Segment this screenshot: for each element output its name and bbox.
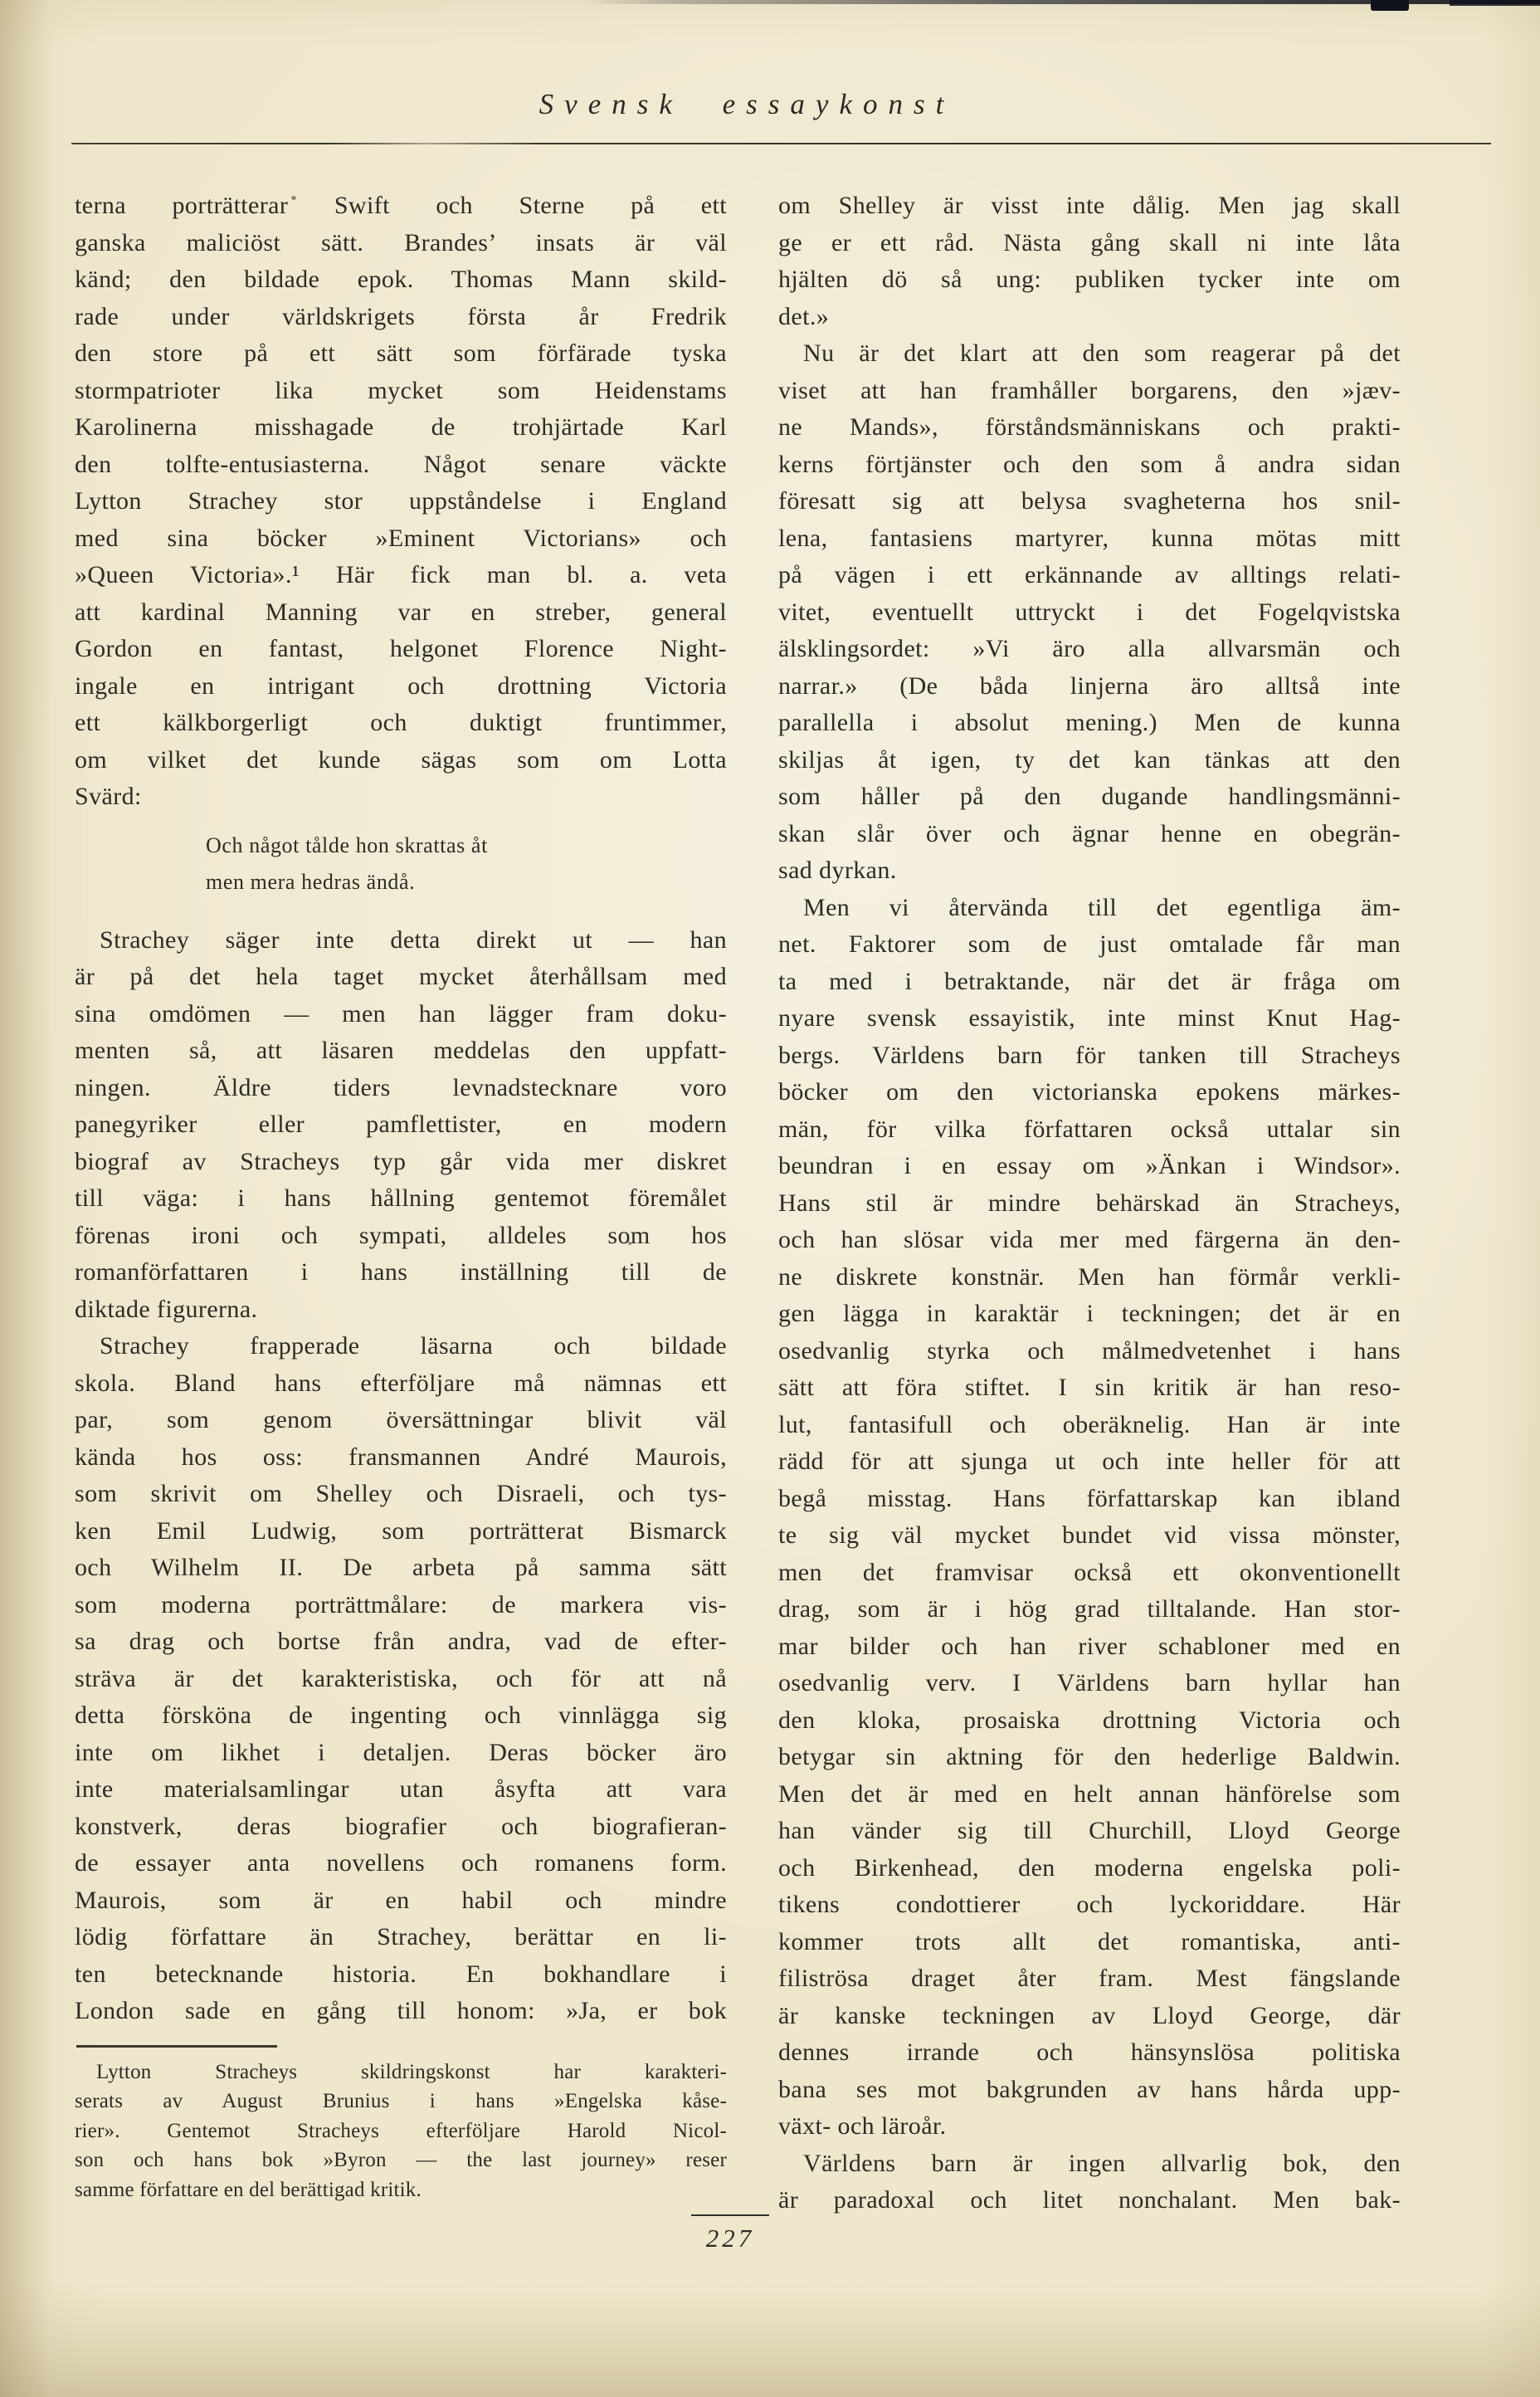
text-line: osedvanlig verv. I Världens barn hyllar han xyxy=(778,1669,1401,1696)
text-line: män, för vilka författaren också uttalar sin xyxy=(778,1115,1401,1143)
paragraph xyxy=(75,188,727,816)
text-line: den store på ett sätt som förfärade tyska xyxy=(75,339,727,367)
paragraph xyxy=(778,2146,1401,2219)
footnote-rule xyxy=(76,2045,277,2048)
text-line: bana ses mot bakgrunden av hans hårda upp- xyxy=(778,2075,1401,2103)
text-line: Karolinerna misshagade de trohjärtade Karl xyxy=(75,413,727,441)
text-line: narrar.» (De båda linjerna äro alltså inte xyxy=(778,671,1401,700)
text-line: kända hos oss: fransmannen André Maurois, xyxy=(75,1443,727,1471)
text-line: viset att han framhåller borgarens, den »jæv- xyxy=(778,376,1401,404)
text-line: ne Mands», förståndsmänniskans och prakti- xyxy=(778,413,1401,441)
text-line: menten så, att läsaren meddelas den uppfatt- xyxy=(75,1037,727,1064)
text-line: Strachey frapperade läsarna och bildade xyxy=(100,1332,727,1360)
text-line: rier». Gentemot Stracheys efterföljare Harold Nicol- xyxy=(75,2119,727,2142)
text-line: är kanske teckningen av Lloyd George, där xyxy=(778,2001,1401,2029)
text-line: nyare svensk essayistik, inte minst Knut Hag- xyxy=(778,1004,1401,1032)
text-line: sina omdömen — men han lägger fram doku- xyxy=(75,999,727,1028)
text-line: Strachey säger inte detta direkt ut — han xyxy=(100,925,727,954)
text-line: böcker om den victorianska epokens märkes- xyxy=(778,1078,1401,1106)
text-line: rade under världskrigets första år Fredrik xyxy=(75,302,727,330)
text-line: Hans stil är mindre behärskad än Stracheys, xyxy=(778,1189,1401,1217)
paragraph xyxy=(778,890,1401,2146)
text-line: känd; den bildade epok. Thomas Mann skild- xyxy=(75,266,727,293)
verse-line: Och något tålde hon skrattas åt xyxy=(206,832,488,857)
text-line: serats av August Brunius i hans »Engelska kåse- xyxy=(75,2090,727,2112)
text-line: samme författare en del berättigad kritik. xyxy=(75,2178,422,2201)
text-line: terna porträtterar Swift och Sterne på ett xyxy=(75,192,727,219)
text-line: med sina böcker »Eminent Victorians» och xyxy=(75,524,727,552)
text-line: är på det hela taget mycket återhållsam med xyxy=(75,963,727,990)
text-line: panegyriker eller pamflettister, en modern xyxy=(75,1111,727,1138)
text-line: ken Emil Ludwig, som porträtterat Bismarck xyxy=(75,1516,727,1545)
text-line: osedvanlig styrka och målmedvetenhet i hans xyxy=(778,1336,1401,1364)
text-line: förenas ironi och sympati, alldeles som hos xyxy=(75,1221,727,1249)
text-line: mar bilder och han river schabloner med en xyxy=(778,1632,1401,1660)
text-line: den kloka, prosaiska drottning Victoria och xyxy=(778,1706,1401,1734)
text-line: sträva är det karakteristiska, och för att nå xyxy=(75,1664,727,1692)
page-number-rule xyxy=(691,2214,769,2216)
text-line: par, som genom översättningar blivit väl xyxy=(75,1406,727,1433)
text-line: gen lägga in karaktär i teckningen; det är en xyxy=(778,1300,1401,1327)
text-line: skiljas åt igen, ty det kan tänkas att den xyxy=(778,745,1401,774)
text-line: skola. Bland hans efterföljare må nämnas ett xyxy=(75,1369,727,1397)
text-line: ett kälkborgerligt och duktigt fruntimmer, xyxy=(75,709,727,736)
text-line: ningen. Äldre tiders levnadstecknare voro xyxy=(75,1073,727,1101)
page-number: 227 xyxy=(705,2224,755,2253)
text-line: parallella i absolut mening.) Men de kunna xyxy=(778,709,1401,736)
page-number-block xyxy=(691,2214,769,2253)
text-line: Men det är med en helt annan hänförelse som xyxy=(778,1779,1401,1808)
paragraph xyxy=(75,922,727,1329)
text-line: son och hans bok »Byron — the last journey» reser xyxy=(75,2149,727,2171)
text-line: vitet, eventuellt uttryckt i det Fogelqvistska xyxy=(778,598,1401,626)
text-line: som skrivit om Shelley och Disraeli, och tys- xyxy=(75,1480,727,1507)
text-line: sa drag och bortse från andra, vad de efter- xyxy=(75,1628,727,1655)
text-line: te sig väl mycket bundet vid vissa mönster, xyxy=(778,1521,1401,1549)
text-line: lena, fantasiens martyrer, kunna mötas mitt xyxy=(778,524,1401,552)
text-line: Nu är det klart att den som reagerar på det xyxy=(803,339,1401,367)
text-line: stormpatrioter lika mycket som Heidenstams xyxy=(75,376,727,404)
text-line: romanförfattaren i hans inställning till de xyxy=(75,1258,727,1286)
text-line: om vilket det kunde sägas som om Lotta xyxy=(75,745,727,774)
text-line: dennes irrande och hänsynslösa politiska xyxy=(778,2038,1401,2066)
text-line: den tolfte-entusiasterna. Något senare väckte xyxy=(75,450,727,478)
text-line: Men vi återvända till det egentliga äm- xyxy=(803,893,1401,921)
text-line: lödig författare än Strachey, berättar en li- xyxy=(75,1923,727,1950)
text-line: de essayer anta novellens och romanens form. xyxy=(75,1849,727,1877)
text-line: Lytton Stracheys skildringskonst har karakteri- xyxy=(96,2060,727,2083)
text-line: att kardinal Manning var en streber, general xyxy=(75,598,727,626)
text-line: ge er ett råd. Nästa gång skall ni inte låta xyxy=(778,228,1401,256)
text-line: begå misstag. Hans författarskap kan ibland xyxy=(778,1484,1401,1512)
text-line: kommer trots allt det romantiska, anti- xyxy=(778,1927,1401,1955)
text-line: det.» xyxy=(778,302,830,330)
text-line: bergs. Världens barn för tanken till Stracheys xyxy=(778,1041,1401,1069)
scan-artifact-segment xyxy=(1450,0,1540,6)
text-line: till väga: i hans hållning gentemot föremålet xyxy=(75,1184,727,1212)
text-line: sätt att föra stiftet. I sin kritik är han reso- xyxy=(778,1374,1401,1401)
text-line: ne diskrete konstnär. Men han förmår verkli- xyxy=(778,1262,1401,1291)
text-line: beundran i en essay om »Änkan i Windsor». xyxy=(778,1152,1401,1179)
text-line: inte materialsamlingar utan åsyfta att vara xyxy=(75,1775,727,1803)
footnote-paragraph xyxy=(75,2058,727,2205)
header-rule xyxy=(71,143,1491,144)
text-line: hjälten dö så ung: publiken tycker inte om xyxy=(778,266,1401,293)
text-line: älsklingsordet: »Vi äro alla allvarsmän och xyxy=(778,635,1401,662)
text-line: på vägen i ett erkännande av alltings relati- xyxy=(778,561,1401,588)
text-line: ingale en intrigant och drottning Victoria xyxy=(75,671,727,700)
text-line: diktade figurerna. xyxy=(75,1295,258,1323)
text-line: net. Faktorer som de just omtalade får man xyxy=(778,930,1401,958)
text-line: »Queen Victoria».¹ Här fick man bl. a. veta xyxy=(75,561,727,588)
text-line: som moderna porträttmålare: de markera vis- xyxy=(75,1590,727,1618)
text-line: och Birkenhead, den moderna engelska poli- xyxy=(778,1853,1401,1882)
text-line: Gordon en fantast, helgonet Florence Night- xyxy=(75,635,727,662)
text-line: tikens condottierer och lyckoriddare. Här xyxy=(778,1891,1401,1918)
text-line: ta med i betraktande, när det är fråga om xyxy=(778,967,1401,995)
text-line: konstverk, deras biografier och biografieran- xyxy=(75,1812,727,1840)
text-line: han vänder sig till Churchill, Lloyd George xyxy=(778,1817,1401,1844)
text-line: filiströsa draget åter fram. Mest fängslande xyxy=(778,1965,1401,1992)
verse-block xyxy=(206,827,727,901)
text-line: men det framvisar också ett okonventionellt xyxy=(778,1558,1401,1586)
text-column-right xyxy=(778,188,1401,2219)
text-line: som håller på den dugande handlingsmänni- xyxy=(778,783,1401,810)
text-line: betygar sin aktning för den hederlige Baldwin. xyxy=(778,1743,1401,1770)
text-line: och Wilhelm II. De arbeta på samma sätt xyxy=(75,1554,727,1581)
text-line: föresatt sig att belysa svagheterna hos snil- xyxy=(778,487,1401,515)
text-line: Maurois, som är en habil och mindre xyxy=(75,1886,727,1914)
text-line: London sade en gång till honom: »Ja, er bok xyxy=(75,1997,727,2024)
text-line: Världens barn är ingen allvarlig bok, den xyxy=(803,2149,1401,2177)
text-line: detta försköna de ingenting och vinnlägga sig xyxy=(75,1701,727,1729)
text-line: och han slösar vida mer med färgerna än den- xyxy=(778,1226,1401,1253)
text-line: sad dyrkan. xyxy=(778,857,897,884)
running-header-title: Svensk essaykonst xyxy=(539,88,955,120)
text-line: ganska maliciöst sätt. Brandes’ insats är väl xyxy=(75,228,727,256)
text-line: skan slår över och ägnar henne en obegrän- xyxy=(778,819,1401,847)
text-line: växt- och läroår. xyxy=(778,2112,947,2140)
verse-line: men mera hedras ändå. xyxy=(206,869,416,894)
text-line: rädd för att sjunga ut och inte heller för att xyxy=(778,1447,1401,1475)
text-line: ten betecknande historia. En bokhandlare i xyxy=(75,1960,727,1988)
text-column-left xyxy=(75,188,727,2204)
text-line: Lytton Strachey stor uppståndelse i England xyxy=(75,487,727,515)
paragraph xyxy=(778,188,1401,335)
text-line: är paradoxal och litet nonchalant. Men bak- xyxy=(778,2186,1401,2214)
scan-artifact-blob xyxy=(1371,0,1409,11)
text-line: om Shelley är visst inte dålig. Men jag skall xyxy=(778,192,1401,219)
text-line: inte om likhet i detaljen. Deras böcker äro xyxy=(75,1738,727,1766)
paragraph xyxy=(75,1328,727,2030)
text-line: biograf av Stracheys typ går vida mer diskret xyxy=(75,1147,727,1175)
text-line: drag, som är i hög grad tilltalande. Han stor- xyxy=(778,1595,1401,1623)
footnote xyxy=(75,2058,727,2205)
text-line: Svärd: xyxy=(75,783,142,810)
text-line: kerns förtjänster och den som å andra sidan xyxy=(778,450,1401,478)
paragraph xyxy=(778,335,1401,890)
text-line: lut, fantasifull och oberäknelig. Han är inte xyxy=(778,1410,1401,1438)
